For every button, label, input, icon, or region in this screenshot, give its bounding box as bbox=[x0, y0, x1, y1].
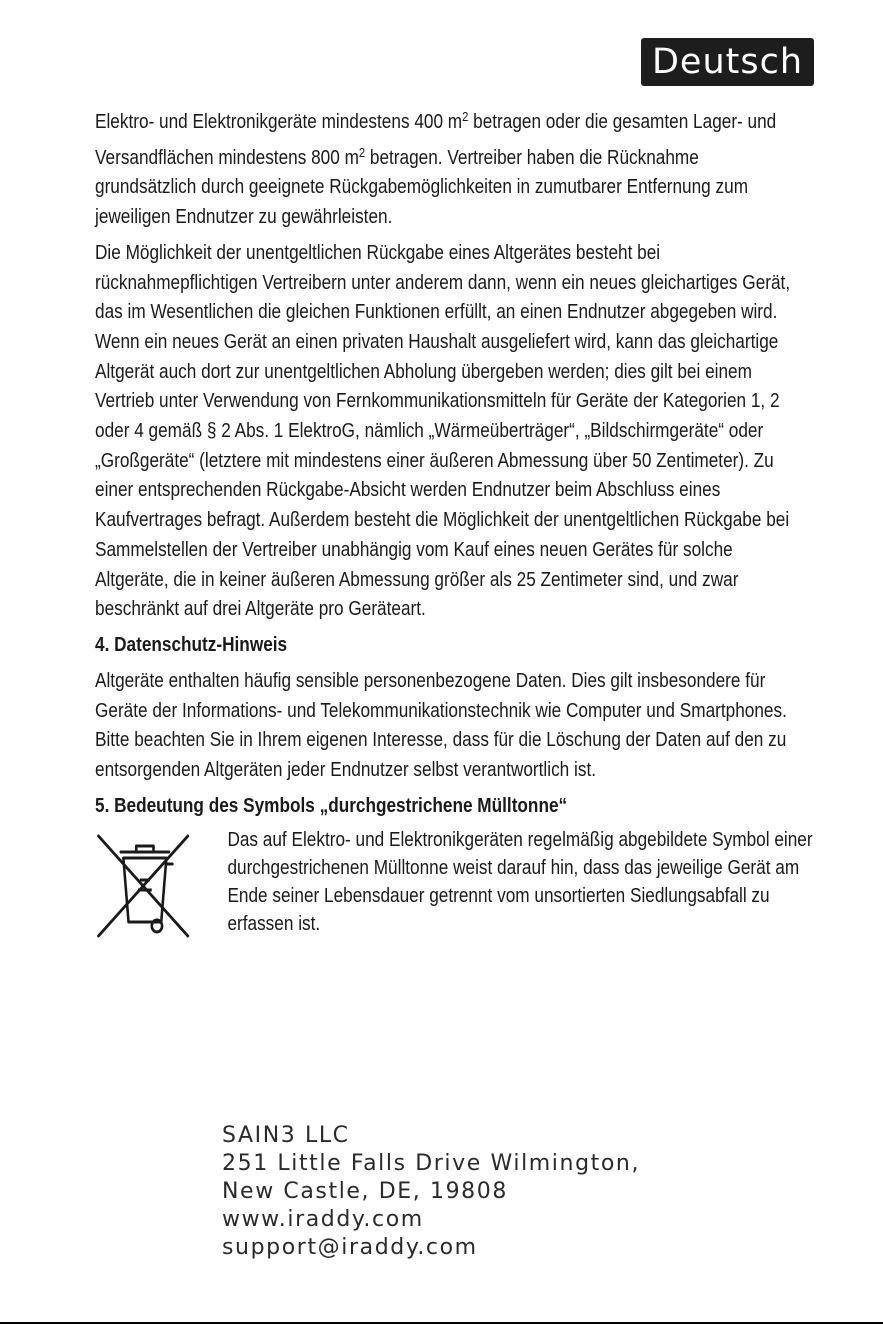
paragraph-return-obligations: Elektro- und Elektronikgeräte mindestens 400 $m^2$ betragen oder die gesamten Lager- und Versandflächen mindestens 800 $m^2$ betragen. Vertreiber haben die Rücknahme grundsätzlich durch geeignete Rückgabemöglichkeiten in zumutbarer Entfernung zum jeweiligen Endnutzer zu gewährleisten. bbox=[95, 109, 777, 229]
paragraph-free-return: Die Möglichkeit der unentgeltlichen Rückgabe eines Altgerätes besteht bei rücknahmepflichtigen Vertreibern unter anderem dann, wenn ein neues gleichartiges Gerät, das im Wesentlichen die gleichen Funktionen erfüllt, an einen Endnutzer abgegeben wird. Wenn ein neues Gerät an einen privaten Haushalt ausgeliefert wird, kann das gleichartige Altgerät auch dort zur unentgeltlichen Abholung übergeben werden; dies gilt bei einem Vertrieb unter Verwendung von Fernkommunikationsmitteln für Geräte der Kategorien 1, 2 oder 4 gemäß § 2 Abs. 1 ElektroG, nämlich „Wärmeüberträger“, „Bildschirmgeräte“ oder „Großgeräte“ (letztere mit mindestens einer äußeren Abmessung über 50 Zentimeter). Zu einer entsprechenden Rückgabe-Absicht werden Endnutzer beim Abschluss eines Kaufvertrages befragt. Außerdem besteht die Möglichkeit der unentgeltlichen Rückgabe bei Sammelstellen der Vertreiber unabhängig vom Kauf eines neuen Gerätes für solche Altgeräte, die in keiner äußeren Abmessung größer als 25 Zentimeter sind, und zwar beschränkt auf drei Altgeräte pro Geräteart. bbox=[95, 241, 791, 621]
crossed-out-wheelie-bin-icon bbox=[95, 830, 194, 942]
bin-symbol-section bbox=[95, 828, 813, 938]
company-contact-block bbox=[222, 1122, 640, 1262]
address-line-2: New Castle, DE, 19808 bbox=[222, 1179, 508, 1204]
support-email-text: support@iraddy.com bbox=[222, 1235, 478, 1260]
paragraph-bin-symbol: Das auf Elektro- und Elektronikgeräten regelmäßig abgebildete Symbol einer durchgestrichenen Mülltonne weist darauf hin, dass das jeweilige Gerät am Ende seiner Lebensdauer getrennt vom unsortierten Siedlungsabfall zu erfassen ist. bbox=[227, 828, 813, 935]
section-heading-data-protection: 4. Datenschutz-Hinweis bbox=[95, 633, 288, 656]
website-text: www.iraddy.com bbox=[222, 1207, 424, 1232]
paragraph-data-protection: Altgeräte enthalten häufig sensible personenbezogene Daten. Dies gilt insbesondere für Geräte der Informations- und Telekommunikationstechnik wie Computer und Smartphones. Bitte beachten Sie in Ihrem eigenen Interesse, dass für die Löschung der Daten auf den zu entsorgenden Altgeräten jeder Endnutzer selbst verantwortlich ist. bbox=[95, 669, 787, 782]
company-name: SAIN3 LLC bbox=[222, 1123, 350, 1148]
section-heading-bin-symbol: 5. Bedeutung des Symbols „durchgestrichene Mülltonne“ bbox=[95, 794, 568, 817]
language-badge: Deutsch bbox=[641, 38, 814, 86]
document-body bbox=[95, 102, 813, 938]
address-line-1: 251 Little Falls Drive Wilmington, bbox=[222, 1151, 641, 1176]
